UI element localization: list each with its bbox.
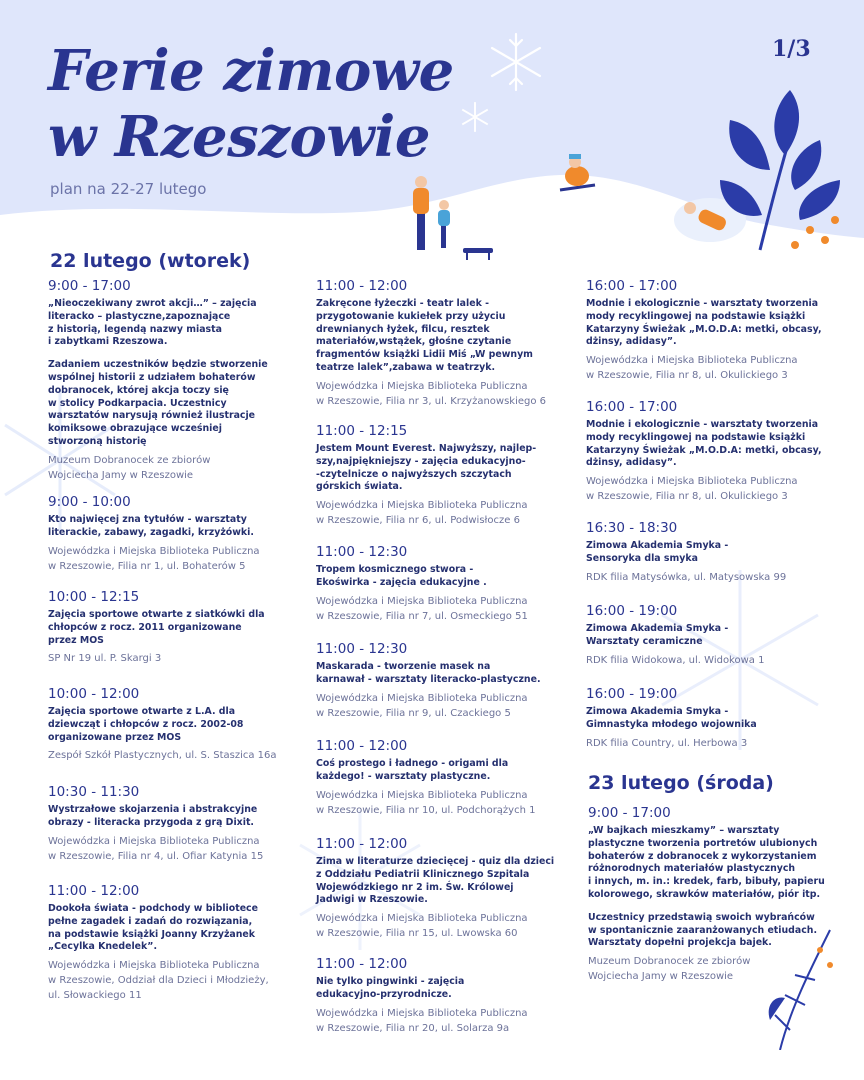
event-item <box>586 603 838 668</box>
event-location: Wojewódzka i Miejska Biblioteka Publiczna w Rzeszowie, Filia nr 15, ul. Lwowska 60 <box>316 913 528 940</box>
event-description: Jestem Mount Everest. Najwyższy, najlep- szy,najpiękniejszy - zajęcia edukacyjno- -czytelnicze o najwyższych szczytach górskich świata. <box>316 443 537 493</box>
event-time: 10:00 - 12:15 <box>48 589 140 605</box>
event-item <box>48 278 300 483</box>
snowflake-icon <box>458 100 492 134</box>
event-description: Kto najwięcej zna tytułów - warsztaty literackie, zabawy, zagadki, krzyżówki. <box>48 514 254 538</box>
event-description: „W bajkach mieszkamy” – warsztaty plastyczne tworzenia portretów ulubionych bohaterów z dobranocek z wykorzystaniem różnorodnych materiałów plastycznych i innych, m. in.: kredek, farb, bibuły, papieru kolorowego, skrawków materiałów, piór itp. <box>588 825 825 900</box>
event-location: Wojewódzka i Miejska Biblioteka Publiczna w Rzeszowie, Filia nr 8, ul. Okulickiego 3 <box>586 355 798 382</box>
event-time: 11:00 - 12:00 <box>316 836 408 852</box>
event-location: Muzeum Dobranocek ze zbiorów Wojciecha Jamy w Rzeszowie <box>48 454 211 481</box>
event-item <box>316 544 568 624</box>
page-subtitle: plan na 22-27 lutego <box>50 180 207 198</box>
event-location: Wojewódzka i Miejska Biblioteka Publiczna w Rzeszowie, Filia nr 20, ul. Solarza 9a <box>316 1007 528 1034</box>
event-location: RDK filia Country, ul. Herbowa 3 <box>586 737 748 749</box>
title-line-2: w Rzeszowie <box>48 104 430 170</box>
event-item <box>316 423 568 528</box>
event-location: Wojewódzka i Miejska Biblioteka Publiczna w Rzeszowie, Filia nr 6, ul. Podwisłocze 6 <box>316 500 528 527</box>
event-description: Dookoła świata - podchody w bibliotece pełne zagadek i zadań do rozwiązania, na podstawie książki Joanny Krzyżanek „Cecylka Knedelek”. <box>48 903 258 953</box>
event-description: Zajęcia sportowe otwarte z siatkówki dla chłopców z rocz. 2011 organizowane przez MOS <box>48 609 265 646</box>
event-description: Modnie i ekologicznie - warsztaty tworzenia mody recyklingowej na podstawie książki Katarzyny Świeżak „M.O.D.A: metki, obcasy, dżinsy, adidasy”. <box>586 419 822 469</box>
event-description: Zimowa Akademia Smyka - Warsztaty ceramiczne <box>586 623 729 647</box>
day-heading-23: 23 lutego (środa) <box>588 772 774 794</box>
page-title <box>48 38 454 170</box>
event-item <box>48 494 300 574</box>
event-location: Wojewódzka i Miejska Biblioteka Publiczna w Rzeszowie, Filia nr 10, ul. Podchorążych 1 <box>316 789 536 816</box>
event-item <box>316 836 568 941</box>
event-item <box>48 784 300 864</box>
event-location: Zespół Szkół Plastycznych, ul. S. Staszica 16a <box>48 750 277 762</box>
event-location: RDK filia Matysówka, ul. Matysowska 99 <box>586 571 787 583</box>
event-description: Coś prostego i ładnego - origami dla każdego! - warsztaty plastyczne. <box>316 758 509 782</box>
leaf-icon <box>700 80 850 260</box>
event-description: Zajęcia sportowe otwarte z L.A. dla dziewcząt i chłopców z rocz. 2002-08 organizowane przez MOS <box>48 706 244 743</box>
event-item <box>588 805 840 984</box>
event-time: 11:00 - 12:00 <box>316 956 408 972</box>
event-description: Maskarada - tworzenie masek na karnawał - warsztaty literacko-plastyczne. <box>316 661 541 685</box>
event-location: Wojewódzka i Miejska Biblioteka Publiczna w Rzeszowie, Filia nr 3, ul. Krzyżanowskiego 6 <box>316 380 547 407</box>
event-description: Modnie i ekologicznie - warsztaty tworzenia mody recyklingowej na podstawie książki Katarzyny Świeżak „M.O.D.A: metki, obcasy, dżinsy, adidasy”. <box>586 298 822 348</box>
event-time: 16:00 - 17:00 <box>586 399 678 415</box>
event-time: 16:00 - 19:00 <box>586 603 678 619</box>
event-time: 10:00 - 12:00 <box>48 686 140 702</box>
event-time: 16:00 - 17:00 <box>586 278 678 294</box>
event-time: 9:00 - 17:00 <box>48 278 131 294</box>
page-number: 1/3 <box>772 36 811 62</box>
event-time: 11:00 - 12:30 <box>316 641 408 657</box>
event-time: 10:30 - 11:30 <box>48 784 140 800</box>
event-time: 9:00 - 17:00 <box>588 805 671 821</box>
event-location: Muzeum Dobranocek ze zbiorów Wojciecha Jamy w Rzeszowie <box>588 956 751 983</box>
event-description: Zima w literaturze dziecięcej - quiz dla dzieci z Oddziału Pediatrii Klinicznego Szpitala Wojewódzkiego nr 2 im. Św. Królowej Jadwigi w Rzeszowie. <box>316 856 555 906</box>
event-location: Wojewódzka i Miejska Biblioteka Publiczna w Rzeszowie, Filia nr 8, ul. Okulickiego 3 <box>586 476 798 503</box>
event-item <box>586 278 838 383</box>
event-time: 11:00 - 12:00 <box>48 883 140 899</box>
event-item <box>48 883 300 1003</box>
event-item <box>316 278 568 409</box>
event-item <box>316 956 568 1036</box>
event-location: Wojewódzka i Miejska Biblioteka Publiczna w Rzeszowie, Filia nr 9, ul. Czackiego 5 <box>316 692 528 719</box>
event-description: Zimowa Akademia Smyka - Gimnastyka młodego wojownika <box>586 706 757 730</box>
event-location: Wojewódzka i Miejska Biblioteka Publiczna w Rzeszowie, Filia nr 1, ul. Bohaterów 5 <box>48 545 260 572</box>
snowflake-icon <box>484 30 548 94</box>
event-time: 11:00 - 12:00 <box>316 278 408 294</box>
day-heading-22: 22 lutego (wtorek) <box>50 250 251 272</box>
event-item <box>316 641 568 721</box>
event-location: Wojewódzka i Miejska Biblioteka Publiczna w Rzeszowie, Filia nr 4, ul. Ofiar Katynia 15 <box>48 835 264 862</box>
event-description: Nie tylko pingwinki - zajęcia edukacyjno-przyrodnicze. <box>316 976 465 1000</box>
event-description: Tropem kosmicznego stwora - Ekoświrka - zajęcia edukacyjne . <box>316 564 487 588</box>
event-item <box>48 686 300 763</box>
event-time: 11:00 - 12:15 <box>316 423 408 439</box>
event-location: SP Nr 19 ul. P. Skargi 3 <box>48 653 162 665</box>
event-item <box>586 520 838 585</box>
event-time: 11:00 - 12:00 <box>316 738 408 754</box>
event-item <box>48 589 300 666</box>
event-description: Wystrzałowe skojarzenia i abstrakcyjne obrazy - literacka przygoda z grą Dixit. <box>48 804 258 828</box>
event-time: 9:00 - 10:00 <box>48 494 131 510</box>
event-description: Zimowa Akademia Smyka - Sensoryka dla smyka <box>586 540 729 564</box>
event-location: Wojewódzka i Miejska Biblioteka Publiczna w Rzeszowie, Oddział dla Dzieci i Młodzieży, ul. Słowackiego 11 <box>48 960 269 1002</box>
event-description: „Nieoczekiwany zwrot akcji…” – zajęcia literacko – plastyczne,zapoznające z historią, legendą nazwy miasta i zabytkami Rzeszowa. <box>48 298 257 348</box>
event-description: Zakręcone łyżeczki - teatr lalek - przygotowanie kukiełek przy użyciu drewnianych łyżek, filcu, resztek materiałów,wstążek, głośne czytanie fragmentów książki Lidii Miś „W pewnym teatrze lalek”,zabawa w teatrzyk. <box>316 298 533 373</box>
event-item <box>586 686 838 751</box>
event-description-extra: Zadaniem uczestników będzie stworzenie wspólnej historii z udziałem bohaterów dobranocek, której akcja toczy się w stolicy Podkarpacia. Uczestnicy warsztatów narysują również ilustracje komiksowe obrazujące wcześniej stworzoną historię <box>48 359 268 447</box>
event-item <box>586 399 838 504</box>
event-location: Wojewódzka i Miejska Biblioteka Publiczna w Rzeszowie, Filia nr 7, ul. Osmeckiego 51 <box>316 595 528 622</box>
event-time: 11:00 - 12:30 <box>316 544 408 560</box>
event-description-extra: Uczestnicy przedstawią swoich wybrańców w spontanicznie zaaranżowanych etiudach. Warsztaty dopełni projekcja bajek. <box>588 911 818 949</box>
event-time: 16:30 - 18:30 <box>586 520 678 536</box>
event-location: RDK filia Widokowa, ul. Widokowa 1 <box>586 654 765 666</box>
event-time: 16:00 - 19:00 <box>586 686 678 702</box>
title-line-1: Ferie zimowe <box>48 38 454 104</box>
event-item <box>316 738 568 818</box>
